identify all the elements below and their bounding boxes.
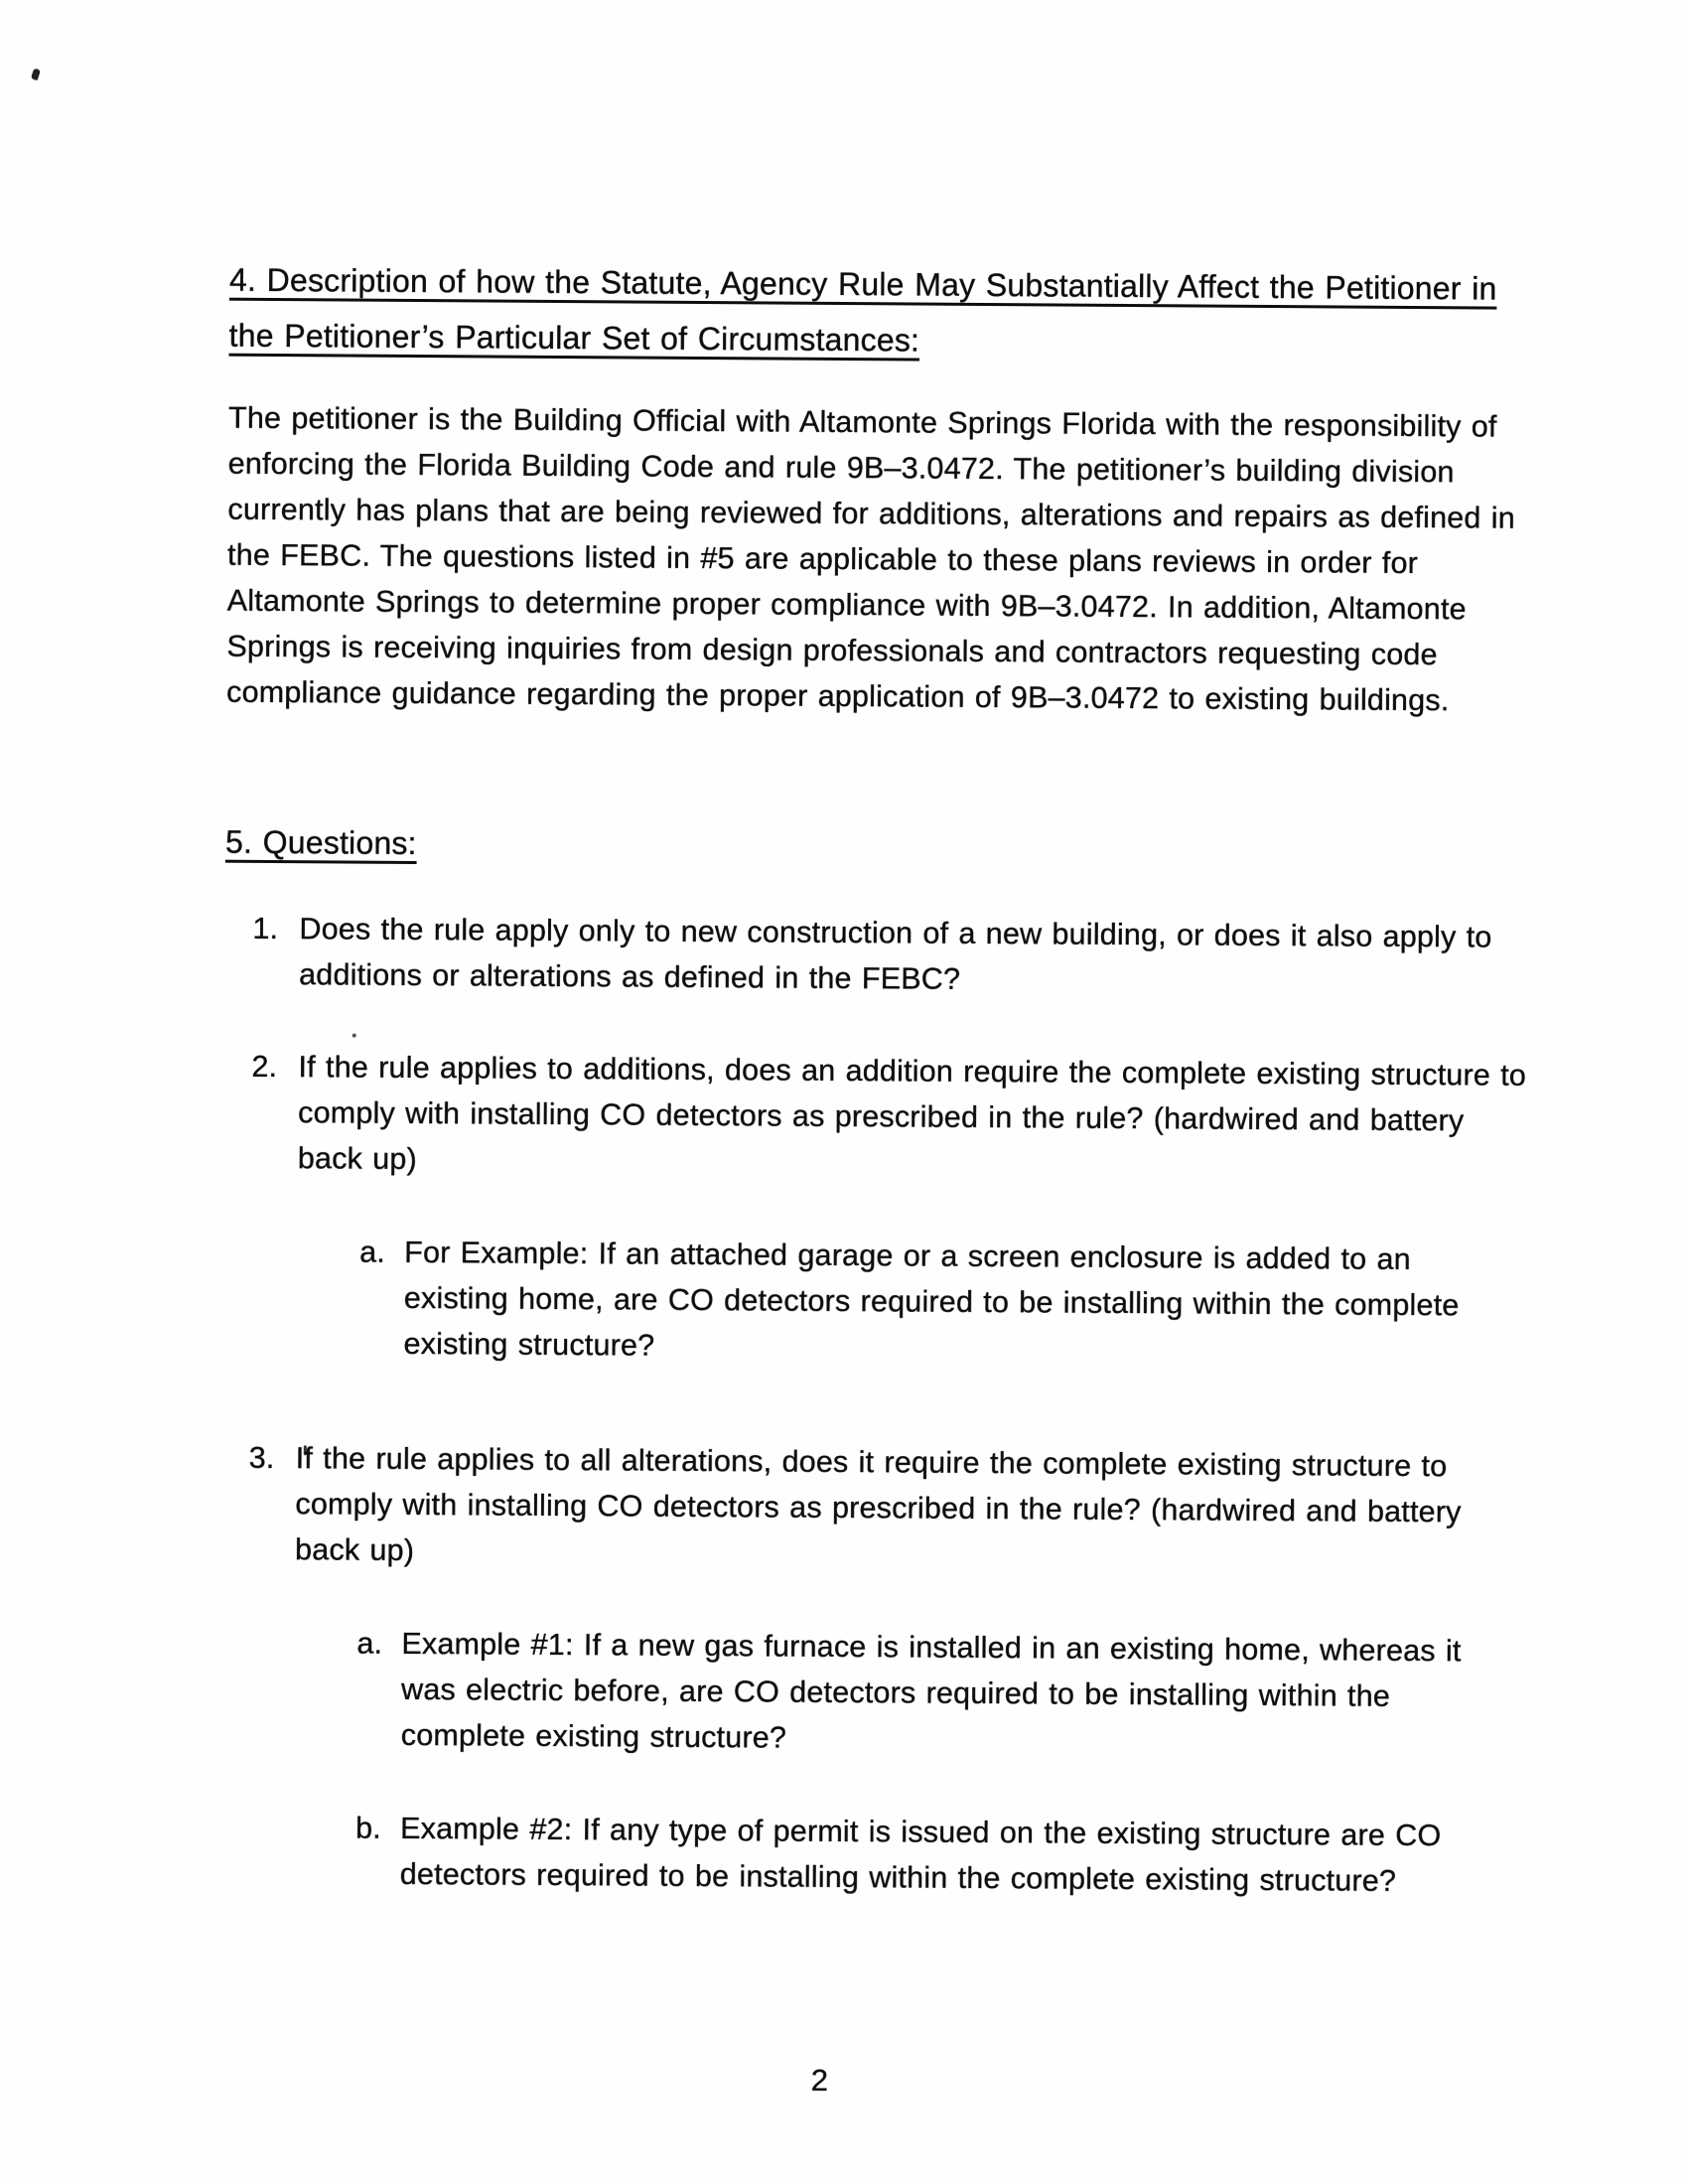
question-3a-label: a. xyxy=(356,1626,383,1661)
page-number: 2 xyxy=(810,2062,829,2098)
question-3-subitem-b xyxy=(218,1805,1530,1905)
question-2-subitem-a xyxy=(221,1229,1533,1375)
scan-artifact-mark xyxy=(31,68,41,80)
question-3b-label: b. xyxy=(355,1811,382,1845)
question-2-text: If the rule applies to additions, does an addition require the complete existing structure to comply with installing CO detectors as prescribed in the rule? (hardwired and battery back up) xyxy=(297,1050,1527,1177)
question-3-text: If the rule applies to all alterations, does it require the complete existing structure to comply with installing CO detectors as prescribed in the rule? (hardwired and battery back up) xyxy=(294,1441,1462,1568)
document-content xyxy=(218,252,1541,1905)
question-1-text: Does the rule apply only to new construction of a new building, or does it also apply to additions or alterations as defined in the FEBC? xyxy=(299,912,1492,996)
question-3b-text: Example #2: If any type of permit is issued on the existing structure are CO detectors required to be installing within the complete existing structure? xyxy=(399,1811,1442,1898)
question-1-number: 1. xyxy=(252,911,279,946)
section-4-body-paragraph: The petitioner is the Building Official with Altamonte Springs Florida with the responsibility of enforcing the Florida Building Code and rule 9B–3.0472. The petitioner’s building division currently has plans that are being reviewed for additions, alterations and repairs as defined in the FEBC. The questions listed in #5 are applicable to these plans reviews in order for Altamonte Springs to determine proper compliance with 9B–3.0472. In addition, Altamonte Springs is receiving inquiries from design professionals and contractors requesting code compliance guidance regarding the proper application of 9B–3.0472 to existing buildings. xyxy=(226,400,1516,718)
question-3-number: 3. xyxy=(248,1440,275,1476)
question-3a-text: Example #1: If a new gas furnace is installed in an existing home, whereas it was electric before, are CO detectors required to be installing within the complete existing structure? xyxy=(400,1626,1462,1755)
question-2a-label: a. xyxy=(359,1235,386,1269)
question-item-3 xyxy=(220,1435,1532,1581)
question-2-number: 2. xyxy=(251,1049,278,1085)
section-4-heading: 4. Description of how the Statute, Agency Rule May Substantially Affect the Petitioner in the Petitioner’s Particular Set of Circumstances: xyxy=(228,261,1497,359)
section-5-heading: 5. Questions: xyxy=(224,823,417,862)
question-item-2 xyxy=(223,1044,1535,1190)
question-2a-text: For Example: If an attached garage or a screen enclosure is added to an existing home, are CO detectors required to be installing within the complete existing structure? xyxy=(403,1235,1460,1363)
question-item-1 xyxy=(224,906,1536,1006)
question-3-subitem-a xyxy=(219,1620,1531,1766)
